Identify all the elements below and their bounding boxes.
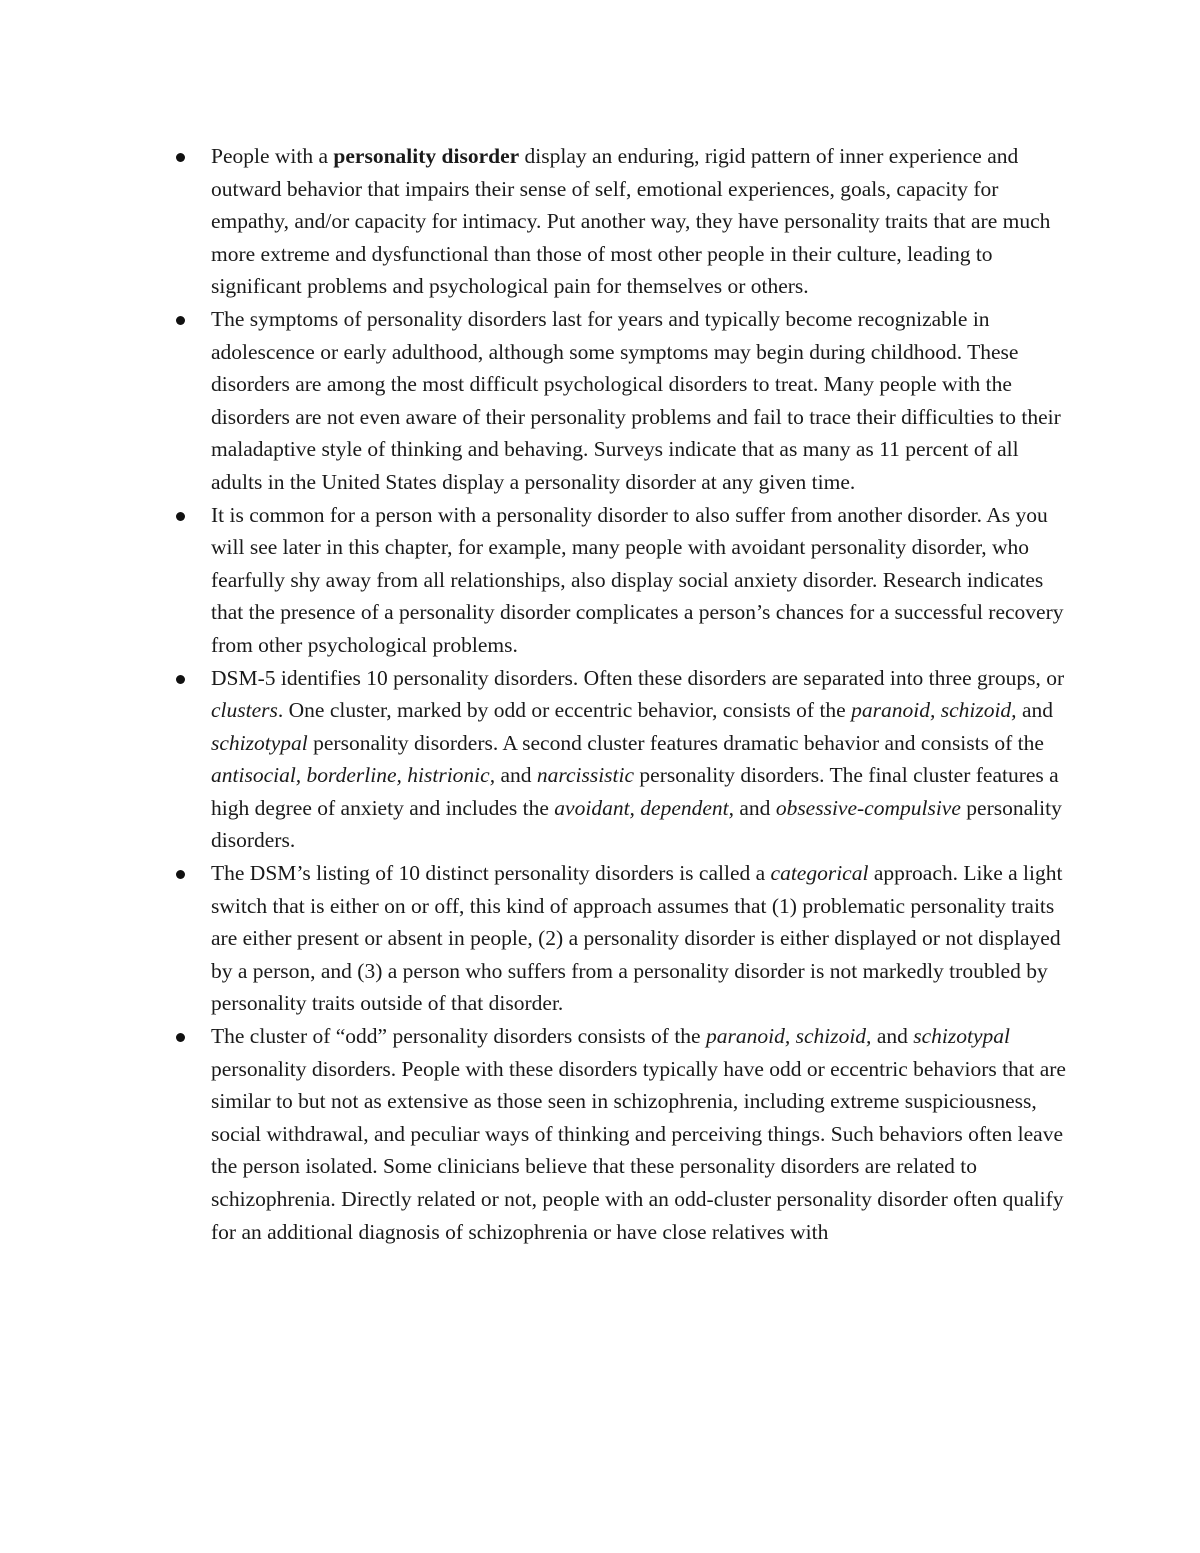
bullet-list: [211, 140, 1071, 1248]
italic-term: avoidant, dependent,: [554, 795, 735, 820]
italic-term: paranoid, schizoid,: [851, 698, 1017, 723]
bullet-icon: [176, 512, 185, 521]
list-item: It is common for a person with a personality disorder to also suffer from another disorder. As you will see later in this chapter, for example, many people with avoidant personality disorder, who fearfully shy away from all relationships, also display social anxiety disorder. Research indicates that the presence of a personality disorder complicates a person’s chances for a successful recovery from other psychological problems.: [211, 499, 1071, 662]
bullet-icon: [176, 1033, 185, 1042]
italic-term: paranoid, schizoid,: [705, 1024, 872, 1049]
list-item: The cluster of “odd” personality disorders consists of the paranoid, schizoid, and schizotypal personality disorders. People with these disorders typically have odd or eccentric behaviors that are similar to but not as extensive as those seen in schizophrenia, including extreme suspiciousness, social withdrawal, and peculiar ways of thinking and perceiving things. Such behaviors often leave the person isolated. Some clinicians believe that these personality disorders are related to schizophrenia. Directly related or not, people with an odd-cluster personality disorder often qualify for an additional diagnosis of schizophrenia or have close relatives with: [211, 1020, 1071, 1248]
italic-term: schizotypal: [913, 1024, 1010, 1049]
bullet-icon: [176, 153, 185, 162]
list-item: People with a personality disorder display an enduring, rigid pattern of inner experience and outward behavior that impairs their sense of self, emotional experiences, goals, capacity for empathy, and/or capacity for intimacy. Put another way, they have personality traits that are much more extreme and dysfunctional than those of most other people in their culture, leading to significant problems and psychological pain for themselves or others.: [211, 140, 1071, 303]
italic-term: antisocial, borderline, histrionic,: [211, 763, 496, 788]
italic-term: narcissistic: [536, 763, 635, 788]
list-item: DSM-5 identifies 10 personality disorders. Often these disorders are separated into three groups, or clusters. One cluster, marked by odd or eccentric behavior, consists of the paranoid, schizoid, and schizotypal personality disorders. A second cluster features dramatic behavior and consists of the antisocial, borderline, histrionic, and narcissistic personality disorders. The final cluster features a high degree of anxiety and includes the avoidant, dependent, and obsessive-compulsive personality disorders.: [211, 662, 1071, 858]
list-item: The DSM’s listing of 10 distinct personality disorders is called a categorical approach. Like a light switch that is either on or off, this kind of approach assumes that (1) problematic personality traits are either present or absent in people, (2) a personality disorder is either displayed or not displayed by a person, and (3) a person who suffers from a personality disorder is not markedly troubled by personality traits outside of that disorder.: [211, 857, 1071, 1020]
key-term: personality disorder: [333, 144, 520, 168]
italic-term: obsessive-compulsive: [775, 795, 961, 820]
list-item: The symptoms of personality disorders last for years and typically become recognizable in adolescence or early adulthood, although some symptoms may begin during childhood. These disorders are among the most difficult psychological disorders to treat. Many people with the disorders are not even aware of their personality problems and fail to trace their difficulties to their maladaptive style of thinking and behaving. Surveys indicate that as many as 11 percent of all adults in the United States display a personality disorder at any given time.: [211, 303, 1071, 499]
bullet-icon: [176, 316, 185, 325]
italic-term: clusters: [211, 698, 278, 723]
bullet-icon: [176, 870, 185, 879]
italic-term: schizotypal: [211, 730, 308, 755]
italic-term: categorical: [770, 861, 869, 886]
bullet-icon: [176, 675, 185, 684]
